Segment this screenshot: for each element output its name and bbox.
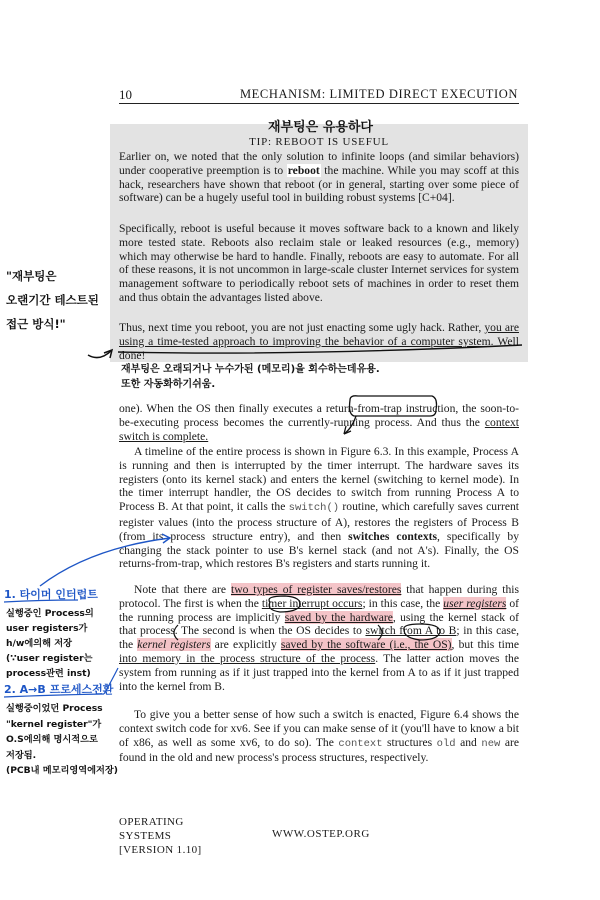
switch-a-to-b-phrase: switch from A to B bbox=[365, 624, 457, 638]
footer-line-2: SYSTEMS bbox=[119, 830, 172, 842]
handwritten-note-2-title: 2. A→B 프로세스전환 bbox=[4, 683, 114, 696]
body-paragraph-1: A timeline of the entire process is shown in Figure 6.3. In this example, Process A is running and then is interrupted by the timer interrupt. The hardware saves its registers (onto its kernel stack) and enters the kernel (switching to kernel mode). In the timer interrupt handler, the OS decides to switch from running Process A to Process B. At that point, it calls the switch() routine, which carefully saves current register values (into the process structure of A), restores the registers of Process B (from its process structure entry), and then switches contexts, specifically by changing the stack pointer to use B's kernel stack (and not A's). Finally, the OS returns-from-trap, which restores B's registers and starts running it. bbox=[119, 445, 519, 571]
footer-line-1: OPERATING bbox=[119, 816, 184, 828]
running-title: MECHANISM: LIMITED DIRECT EXECUTION bbox=[239, 87, 518, 101]
handwritten-note-1-title: 1. 타이머 인터럽트 bbox=[4, 588, 98, 601]
kernel-registers-phrase: kernel registers bbox=[137, 638, 211, 652]
saved-by-hardware-phrase: saved by the hardware bbox=[284, 610, 393, 624]
header-rule bbox=[119, 103, 519, 104]
body-paragraph-3: To give you a better sense of how such a switch is enacted, Figure 6.4 shows the context switch code for xv6. See if you can make sense of it (you'll have to know a bit of x86, as well as some xv6, to do so). The context structures old and new are found in the old and new process's process structures, respectively. bbox=[119, 708, 519, 765]
tip-underlined-phrase: you are using a time-tested approach to improving the behavior of a computer system bbox=[119, 321, 519, 348]
old-code: old bbox=[436, 737, 456, 750]
user-registers-phrase: user registers bbox=[443, 596, 507, 610]
body-paragraph-2: Note that there are two types of register saves/restores that happen during this protocol. The first is when the timer interrupt occurs; in this case, the user registers of the running process are implicitly saved by the hardware, using the kernel stack of that process. The second is when the OS decides to switch from A to B; in this case, the kernel registers are explicitly saved by the software (i.e., the OS), but this time into memory in the process structure of the process. The latter action moves the system from running as if it just trapped into the kernel from A to as if it just trapped into the kernel from B. bbox=[119, 583, 519, 693]
new-code: new bbox=[481, 737, 501, 750]
context-code: context bbox=[338, 737, 383, 750]
arrow-to-tip-icon bbox=[88, 350, 112, 358]
footer-url: WWW.OSTEP.ORG bbox=[272, 828, 370, 840]
switch-code: switch() bbox=[288, 502, 340, 515]
tip-paragraph-2: Specifically, reboot is useful because it moves software back to a known and likely more tested state. Reboots also reclaim stale or leaked resources (e.g., memory) which may otherwise be hard to handle. Finally, reboots are easy to automate. For all of these reasons, it is not uncommon in large-scale cluster Internet services for system management software to periodically reboot sets of machines in order to reset them and thus obtain the advantages listed above. bbox=[119, 222, 519, 304]
footer-line-3: [VERSION 1.10] bbox=[119, 844, 202, 856]
tip-paragraph-1: Earlier on, we noted that the only solution to infinite loops (and similar behaviors) under cooperative preemption is to reboot the machine. While you may scoff at this hack, researchers have shown that reboot (or in general, starting over some piece of software) can be a hugely useful tool in building robust systems [C+04]. bbox=[119, 150, 519, 205]
body-paragraph-0: one). When the OS then finally executes a return-from-trap instruction, the soon-to-be-executing process becomes the currently-running process. And thus the context switch is complete. bbox=[119, 402, 519, 443]
handwritten-note-1-body: 실행중인 Process의 user registers가 h/w에의해 저장 (∵user register는 process관련 inst) bbox=[6, 608, 94, 679]
handwritten-tip-heading: 재부팅은 유용하다 bbox=[268, 120, 373, 135]
saved-by-software-phrase: saved by the software (i.e., the OS) bbox=[280, 638, 452, 652]
handwritten-below-tip-note: 재부팅은 오래되거나 누수가된 (메모리)을 회수하는데유용. 또한 자동화하기쉬움. bbox=[121, 364, 380, 390]
handwritten-note-2-body: 실행중이었던 Process "kernel register"가 O.S에의해 명시적으로 저장됨. (PCB내 메모리영역에저장) bbox=[6, 703, 118, 776]
footer-book-info bbox=[119, 815, 202, 857]
into-memory-phrase: into memory in the process structure of the process bbox=[119, 651, 376, 665]
switches-contexts-bold: switches contexts bbox=[348, 529, 437, 543]
tip-title: TIP: REBOOT IS USEFUL bbox=[249, 136, 389, 148]
timer-interrupt-phrase: timer interrupt occurs bbox=[261, 596, 363, 610]
tip-paragraph-3: Thus, next time you reboot, you are not just enacting some ugly hack. Rather, you are using a time-tested approach to improving the behavior of a computer system. Well done! bbox=[119, 321, 519, 362]
return-from-trap-term: return-from-trap bbox=[325, 402, 402, 415]
reboot-keyword: reboot bbox=[287, 163, 320, 177]
page-number: 10 bbox=[119, 87, 132, 102]
two-types-phrase: two types of register saves/restores bbox=[230, 583, 402, 596]
handwritten-left-note: "재부팅은 오랜기간 테스트된 접근 방식!" bbox=[6, 269, 99, 331]
context-switch-complete: context switch is complete. bbox=[119, 415, 519, 443]
